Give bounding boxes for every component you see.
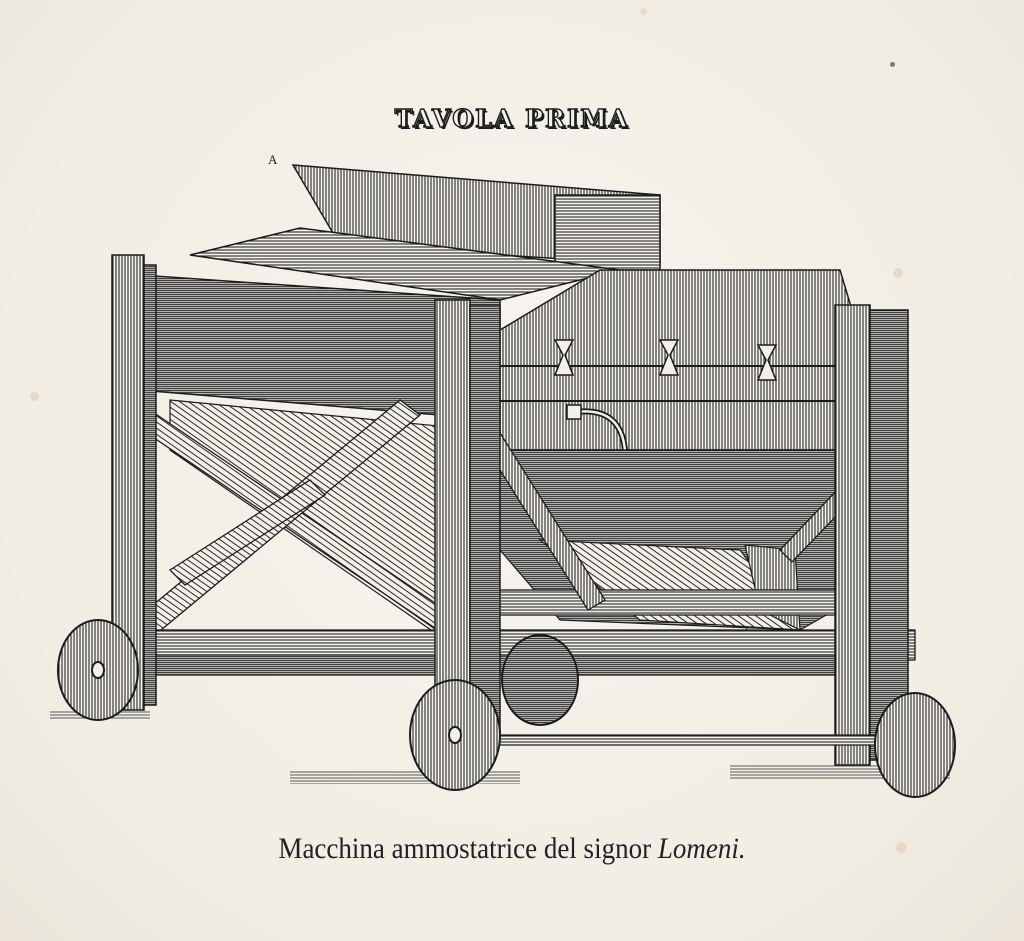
caption-name: Lomeni. (657, 832, 746, 865)
axle (500, 735, 920, 745)
paper-speck (896, 842, 907, 853)
plate-caption (51, 832, 973, 866)
paper-speck (640, 8, 647, 15)
caption-text: Macchina ammostatrice del signor (278, 832, 652, 865)
wheel-rear-mid (502, 635, 578, 725)
paper-speck (30, 392, 39, 401)
machine-engraving (40, 150, 970, 810)
paper-speck (893, 268, 903, 278)
wheel-front-left (410, 680, 500, 790)
paper-speck (890, 62, 895, 67)
plate-title: TAVOLA PRIMA (394, 104, 630, 133)
wheel-front-right (875, 693, 955, 797)
wheel-rear-left (58, 620, 138, 720)
label-a: A (268, 152, 278, 167)
